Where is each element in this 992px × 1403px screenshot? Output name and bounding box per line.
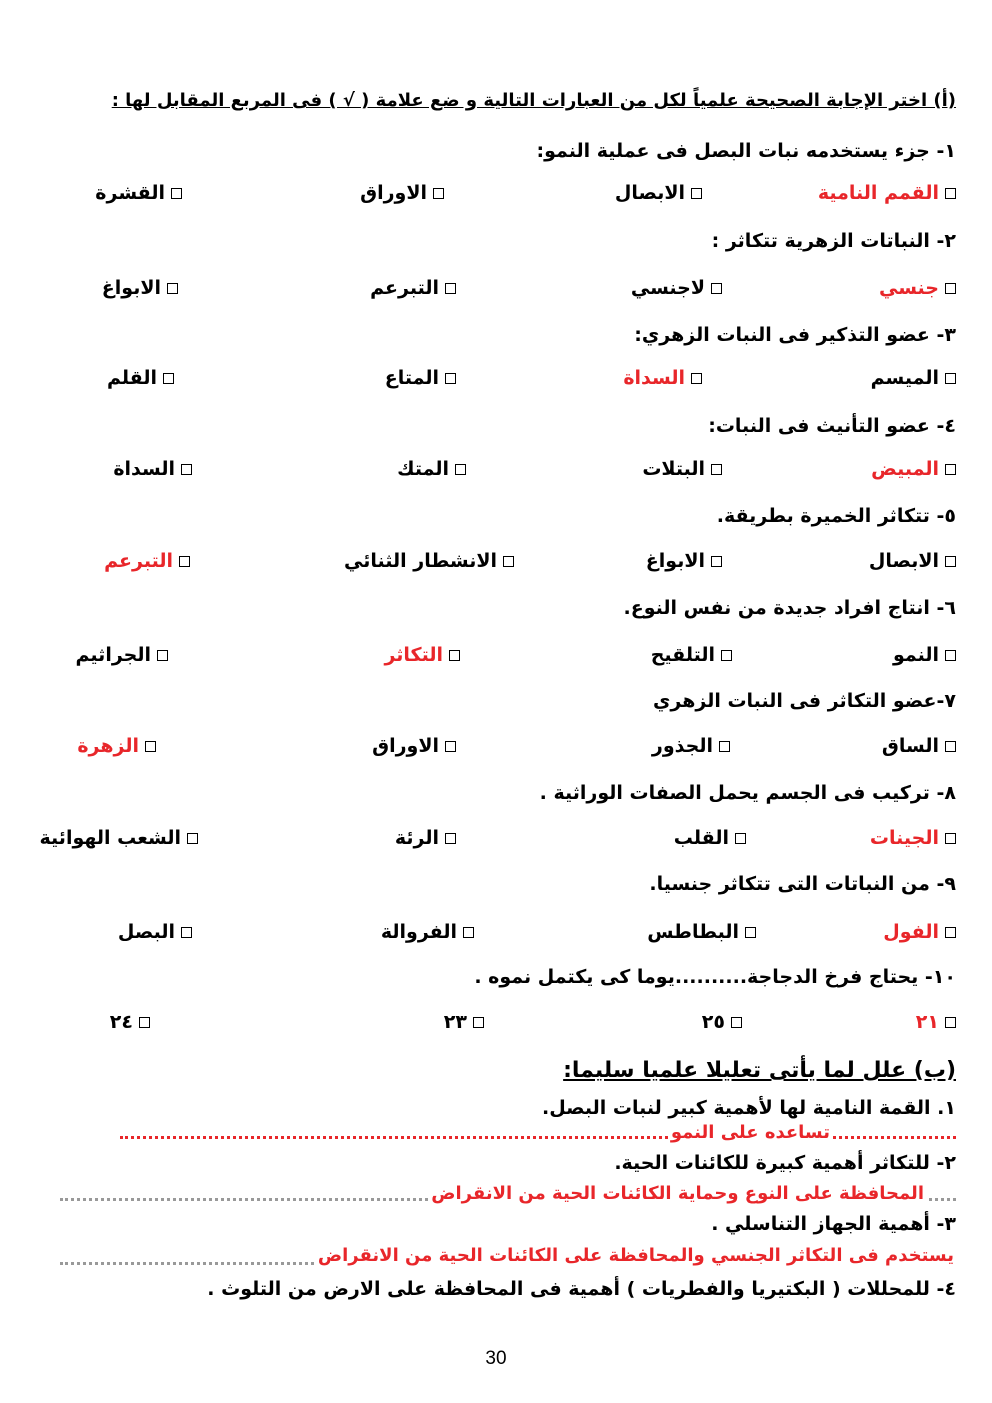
q4-option-3[interactable]: المتك xyxy=(397,458,466,480)
checkbox-icon[interactable] xyxy=(433,188,444,199)
answer-2: المحافظة على النوع وحماية الكائنات الحية من الانقراض xyxy=(431,1183,924,1204)
q6-options xyxy=(0,644,992,674)
q8-option-3[interactable]: الرئة xyxy=(395,827,456,849)
reason-3: ٣- أهمية الجهاز التناسلي . xyxy=(711,1213,956,1235)
q7-option-1[interactable]: الساق xyxy=(882,735,956,757)
checkbox-icon[interactable] xyxy=(167,283,178,294)
q2-option-4[interactable]: الابواغ xyxy=(102,277,178,299)
checkbox-icon[interactable] xyxy=(711,464,722,475)
checkbox-icon[interactable] xyxy=(449,650,460,661)
question-4: ٤- عضو التأنيث فى النبات: xyxy=(708,415,956,437)
q5-option-4[interactable]: التبرعم xyxy=(104,550,190,572)
q10-option-1[interactable]: ٢١ xyxy=(916,1011,956,1033)
checkbox-icon[interactable] xyxy=(945,373,956,384)
checkbox-icon[interactable] xyxy=(691,188,702,199)
checkbox-icon[interactable] xyxy=(945,650,956,661)
question-8: ٨- تركيب فى الجسم يحمل الصفات الوراثية . xyxy=(539,782,956,804)
section-b-heading: (ب) علل لما يأتى تعليلا علميا سليما: xyxy=(563,1058,956,1083)
checkbox-icon[interactable] xyxy=(945,927,956,938)
question-1: ١- جزء يستخدمه نبات البصل فى عملية النمو: xyxy=(536,140,956,162)
q10-option-2[interactable]: ٢٥ xyxy=(702,1011,742,1033)
checkbox-icon[interactable] xyxy=(157,650,168,661)
checkbox-icon[interactable] xyxy=(745,927,756,938)
q1-options xyxy=(0,182,992,212)
checkbox-icon[interactable] xyxy=(181,464,192,475)
q1-option-2[interactable]: الابصال xyxy=(615,182,702,204)
q1-option-3[interactable]: الاوراق xyxy=(360,182,444,204)
checkbox-icon[interactable] xyxy=(179,556,190,567)
q1-option-4[interactable]: القشرة xyxy=(95,182,182,204)
checkbox-icon[interactable] xyxy=(181,927,192,938)
checkbox-icon[interactable] xyxy=(445,833,456,844)
q6-option-4[interactable]: الجراثيم xyxy=(76,644,168,666)
checkbox-icon[interactable] xyxy=(445,283,456,294)
q8-option-1[interactable]: الجينات xyxy=(870,827,956,849)
question-5: ٥- تتكاثر الخميرة بطريقة. xyxy=(716,505,956,527)
q6-option-3[interactable]: التكاثر xyxy=(384,644,460,666)
q3-option-3[interactable]: المتاع xyxy=(385,367,456,389)
checkbox-icon[interactable] xyxy=(945,741,956,752)
q4-option-2[interactable]: البتلات xyxy=(642,458,722,480)
q9-option-2[interactable]: البطاطس xyxy=(647,921,756,943)
checkbox-icon[interactable] xyxy=(721,650,732,661)
q5-option-3[interactable]: الانشطار الثنائي xyxy=(344,550,514,572)
q6-option-2[interactable]: التلقيح xyxy=(651,644,732,666)
answer-1: تساعده على النمو xyxy=(670,1122,830,1143)
checkbox-icon[interactable] xyxy=(945,1017,956,1028)
checkbox-icon[interactable] xyxy=(691,373,702,384)
q8-options xyxy=(0,827,992,857)
question-6: ٦- انتاج افراد جديدة من نفس النوع. xyxy=(623,597,956,619)
question-3: ٣- عضو التذكير فى النبات الزهري: xyxy=(634,324,956,346)
checkbox-icon[interactable] xyxy=(445,373,456,384)
reason-4: ٤- للمحللات ( البكتيريا والفطريات ) أهمية فى المحافظة على الارض من التلوث . xyxy=(207,1278,956,1300)
checkbox-icon[interactable] xyxy=(445,741,456,752)
q8-option-4[interactable]: الشعب الهوائية xyxy=(40,827,198,849)
checkbox-icon[interactable] xyxy=(187,833,198,844)
question-7: ٧-عضو التكاثر فى النبات الزهري xyxy=(652,690,956,712)
checkbox-icon[interactable] xyxy=(163,373,174,384)
checkbox-icon[interactable] xyxy=(731,1017,742,1028)
q2-option-1[interactable]: جنسي xyxy=(879,277,956,299)
section-a-heading: (أ) اختر الإجابة الصحيحة علمياً لكل من العبارات التالية و ضع علامة ( √ ) فى المربع المقابل لها : xyxy=(111,90,956,111)
question-9: ٩- من النباتات التى تتكاثر جنسيا. xyxy=(649,873,956,895)
q2-option-3[interactable]: التبرعم xyxy=(370,277,456,299)
q2-option-2[interactable]: لاجنسي xyxy=(631,277,722,299)
q3-options xyxy=(0,367,992,397)
checkbox-icon[interactable] xyxy=(945,556,956,567)
checkbox-icon[interactable] xyxy=(945,283,956,294)
checkbox-icon[interactable] xyxy=(945,464,956,475)
checkbox-icon[interactable] xyxy=(711,283,722,294)
q10-options xyxy=(0,1011,992,1041)
q9-option-3[interactable]: الفروالة xyxy=(381,921,474,943)
page-number: 30 xyxy=(485,1348,507,1369)
checkbox-icon[interactable] xyxy=(139,1017,150,1028)
checkbox-icon[interactable] xyxy=(473,1017,484,1028)
checkbox-icon[interactable] xyxy=(463,927,474,938)
q3-option-1[interactable]: الميسم xyxy=(871,367,956,389)
checkbox-icon[interactable] xyxy=(171,188,182,199)
checkbox-icon[interactable] xyxy=(455,464,466,475)
checkbox-icon[interactable] xyxy=(503,556,514,567)
q7-option-3[interactable]: الاوراق xyxy=(372,735,456,757)
reason-1: ١. القمة النامية لها لأهمية كبير لنبات البصل. xyxy=(542,1097,956,1119)
checkbox-icon[interactable] xyxy=(735,833,746,844)
checkbox-icon[interactable] xyxy=(945,833,956,844)
checkbox-icon[interactable] xyxy=(711,556,722,567)
question-2: ٢- النباتات الزهرية تتكاثر : xyxy=(711,230,956,252)
q1-option-1[interactable]: القمم النامية xyxy=(818,182,956,204)
q4-option-1[interactable]: المبيض xyxy=(871,458,956,480)
checkbox-icon[interactable] xyxy=(145,741,156,752)
q9-option-4[interactable]: البصل xyxy=(118,921,192,943)
q3-option-2[interactable]: السداة xyxy=(623,367,702,389)
q7-option-2[interactable]: الجذور xyxy=(652,735,730,757)
q9-options xyxy=(0,921,992,951)
answer-3: يستخدم فى التكاثر الجنسي والمحافظة على الكائنات الحية من الانقراض xyxy=(317,1245,954,1266)
q2-options xyxy=(0,277,992,307)
q9-option-1[interactable]: الفول xyxy=(883,921,956,943)
q6-option-1[interactable]: النمو xyxy=(893,644,956,666)
q3-option-4[interactable]: القلم xyxy=(107,367,174,389)
q5-option-2[interactable]: الابواغ xyxy=(646,550,722,572)
checkbox-icon[interactable] xyxy=(719,741,730,752)
q7-options xyxy=(0,735,992,765)
question-10: ١٠- يحتاج فرخ الدجاجة..........يوما كى يكتمل نموه . xyxy=(474,966,956,988)
q8-option-2[interactable]: القلب xyxy=(674,827,746,849)
q10-option-4[interactable]: ٢٤ xyxy=(110,1011,150,1033)
reason-2: ٢- للتكاثر أهمية كبيرة للكائنات الحية. xyxy=(614,1152,956,1174)
q5-options xyxy=(0,550,992,580)
q10-option-3[interactable]: ٢٣ xyxy=(444,1011,484,1033)
q4-option-4[interactable]: السداة xyxy=(113,458,192,480)
checkbox-icon[interactable] xyxy=(945,188,956,199)
q7-option-4[interactable]: الزهرة xyxy=(77,735,156,757)
q5-option-1[interactable]: الابصال xyxy=(869,550,956,572)
q4-options xyxy=(0,458,992,488)
